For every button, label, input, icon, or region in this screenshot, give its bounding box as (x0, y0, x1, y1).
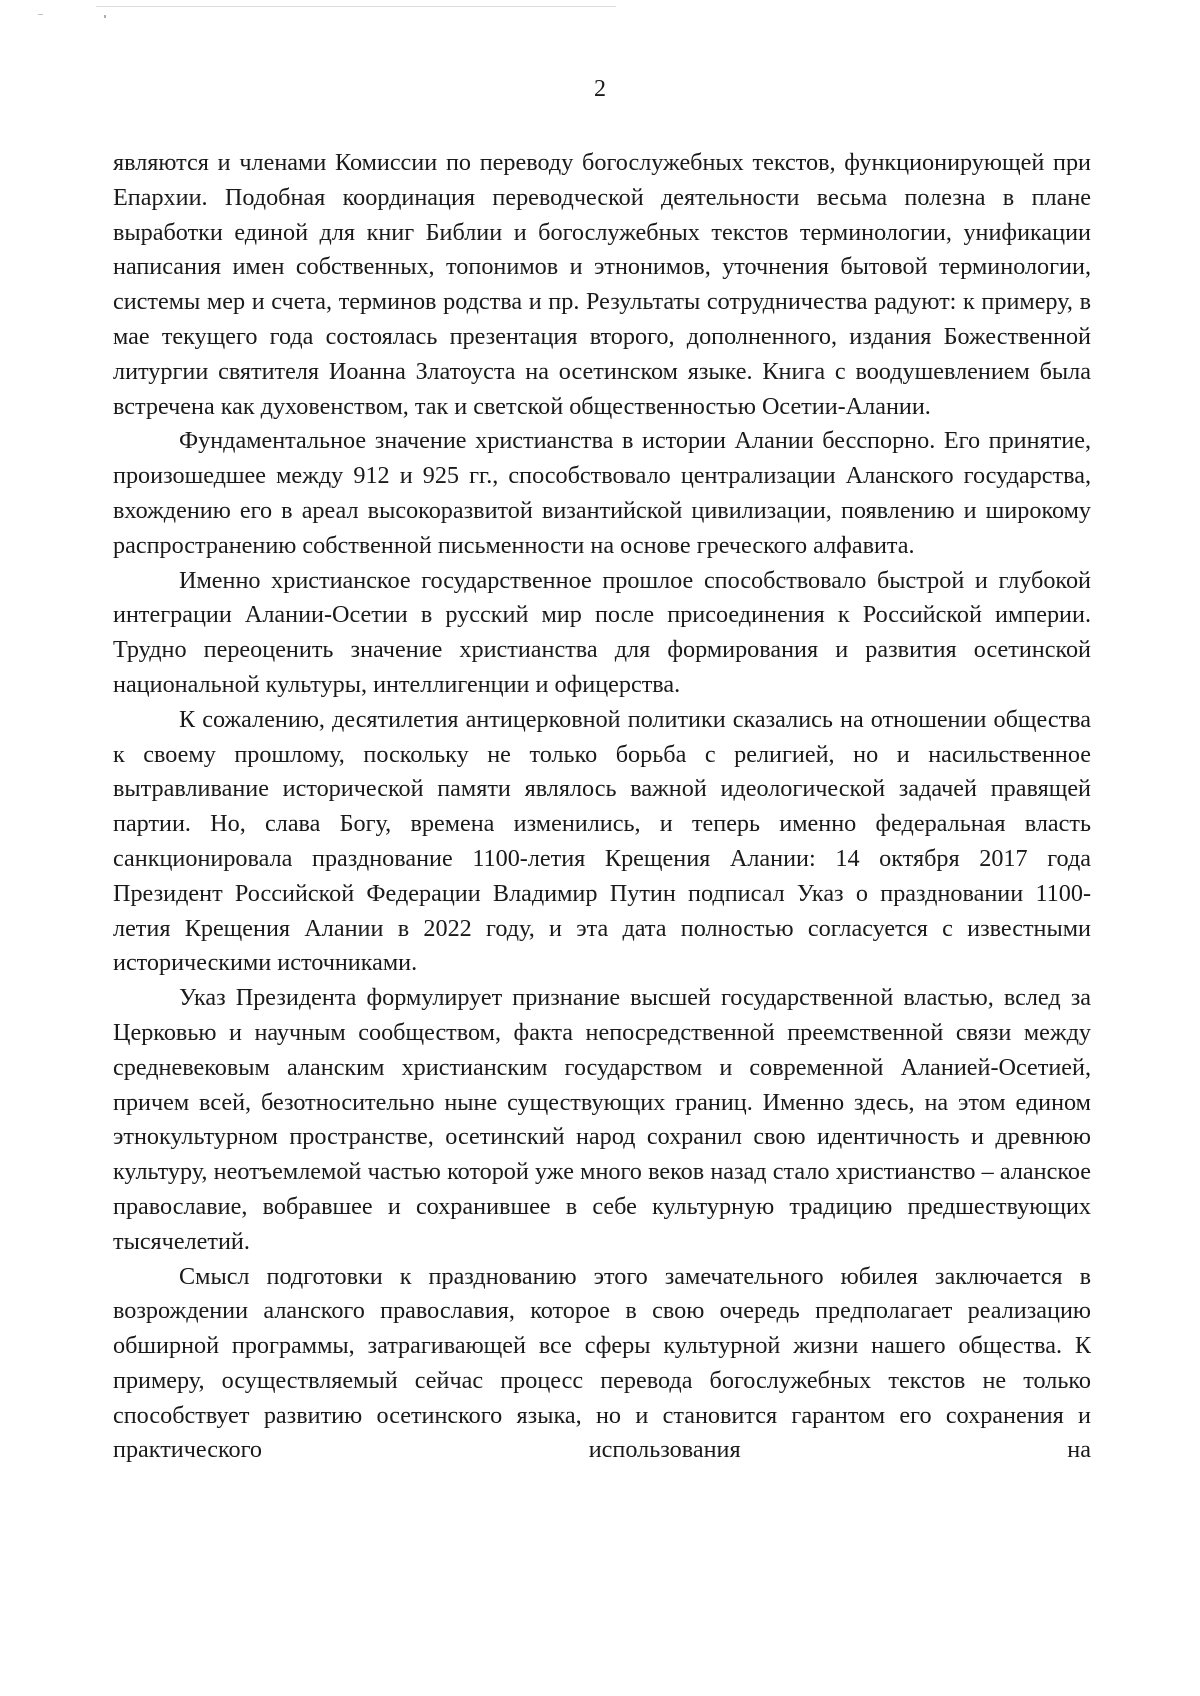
paragraph-last: Смысл подготовки к празднованию этого замечательного юбилея заключается в возрождении аланского православия, которое в свою очередь предполагает реализацию обширной программы, затрагивающей все сферы культурной жизни нашего общества. К примеру, осуществляемый сейчас процесс перевода богослужебных текстов не только способствует развитию осетинского языка, но и становится гарантом его сохранения и практического использования на (113, 1262, 1091, 1464)
scan-artifact-tick (38, 14, 43, 15)
document-body (113, 146, 1091, 1468)
scan-artifact-dot (104, 15, 106, 18)
scan-artifact-top-line (96, 6, 616, 7)
page-number: 2 (594, 76, 606, 102)
paragraph: Фундаментальное значение христианства в истории Алании бесспорно. Его принятие, произошедшее между 912 и 925 гг., способствовало централизации Аланского государства, вхождению его в ареал высокоразвитой византийской цивилизации, появлению и широкому распространению собственной письменности на основе греческого алфавита. (113, 427, 1091, 559)
paragraph: Именно христианское государственное прошлое способствовало быстрой и глубокой интеграции Алании-Осетии в русский мир после присоединения к Российской империи. Трудно переоценить значение христианства для формирования и развития осетинской национальной культуры, интеллигенции и офицерства. (113, 566, 1091, 698)
paragraph: К сожалению, десятилетия антицерковной политики сказались на отношении общества к своему прошлому, поскольку не только борьба с религией, но и насильственное вытравливание исторической памяти являлось важной идеологической задачей правящей партии. Но, слава Богу, времена изменились, и теперь именно федеральная власть санкционировала празднование 1100-летия Крещения Алании: 14 октября 2017 года Президент Российской Федерации Владимир Путин подписал Указ о праздновании 1100-летия Крещения Алании в 2022 году, и эта дата полностью согласуется с известными историческими источниками. (113, 705, 1091, 977)
paragraph-continuation: являются и членами Комиссии по переводу богослужебных текстов, функционирующей при Епархии. Подобная координация переводческой деятельности весьма полезна в плане выработки единой для книг Библии и богослужебных текстов терминологии, унификации написания имен собственных, топонимов и этнонимов, уточнения бытовой терминологии, системы мер и счета, терминов родства и пр. Результаты сотрудничества радуют: к примеру, в мае текущего года состоялась презентация второго, дополненного, издания Божественной литургии святителя Иоанна Златоуста на осетинском языке. Книга с воодушевлением была встречена как духовенством, так и светской общественностью Осетии-Алании. (113, 149, 1091, 420)
paragraph: Указ Президента формулирует признание высшей государственной властью, вслед за Церковью и научным сообществом, факта непосредственной преемственной связи между средневековым аланским христианским государством и современной Аланией-Осетией, причем всей, безотносительно ныне существующих границ. Именно здесь, на этом едином этнокультурном пространстве, осетинский народ сохранил свою идентичность и древнюю культуру, неотъемлемой частью которой уже много веков назад стало христианство – аланское православие, вобравшее и сохранившее в себе культурную традицию предшествующих тысячелетий. (113, 984, 1091, 1255)
